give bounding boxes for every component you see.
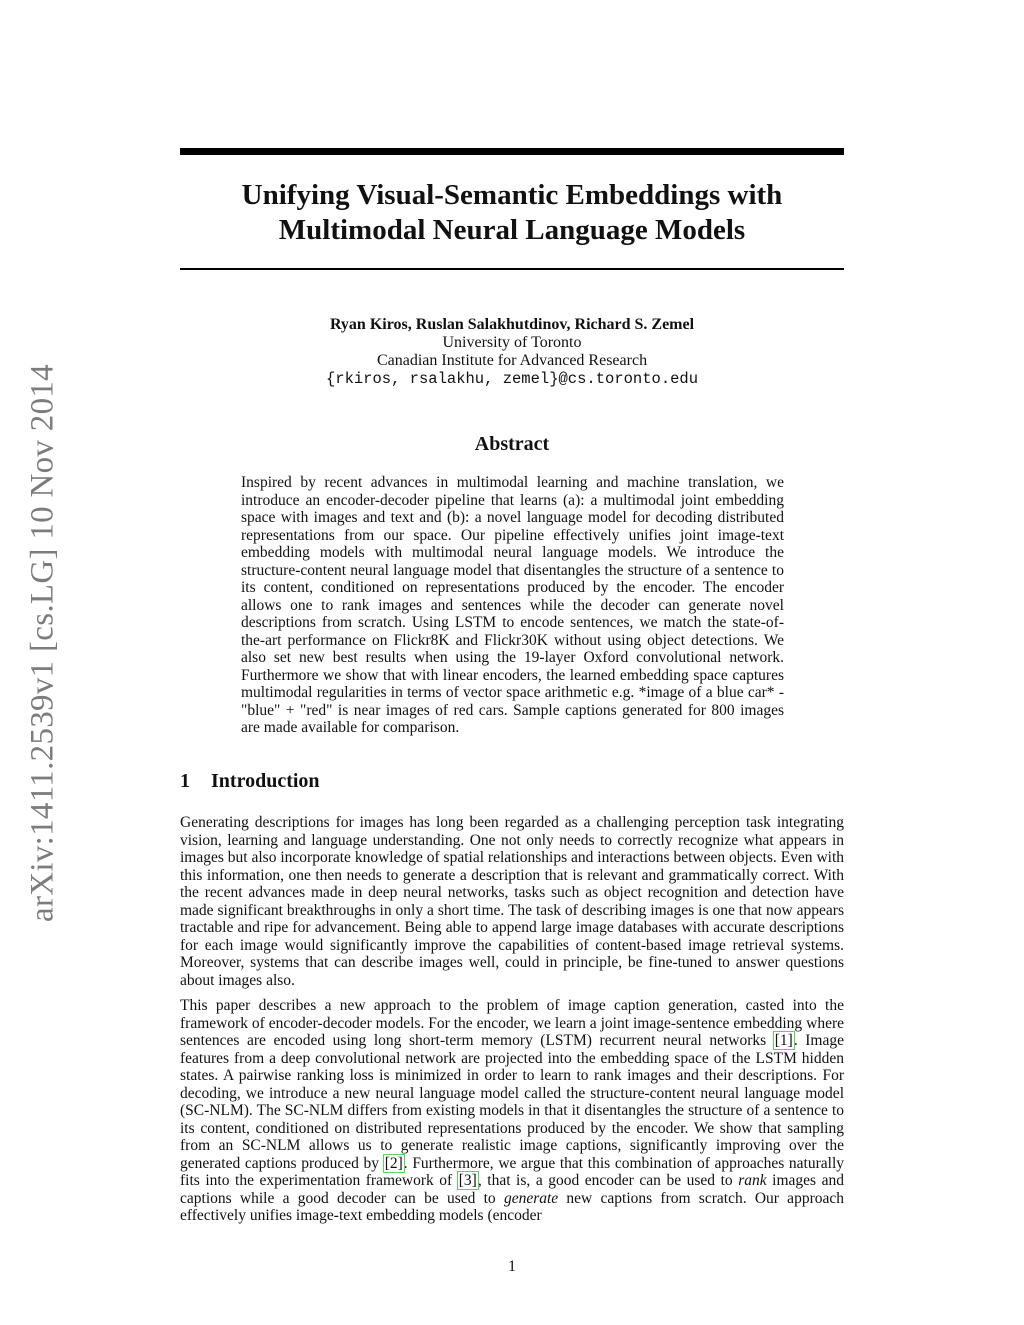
citation-link-1[interactable]: [1] — [774, 1032, 793, 1049]
title-bottom-rule — [180, 268, 844, 270]
section-number: 1 — [180, 770, 190, 792]
title-line-2: Multimodal Neural Language Models — [278, 214, 746, 246]
emphasis-generate: generate — [503, 1189, 559, 1207]
author-names: Ryan Kiros, Ruslan Salakhutdinov, Richard S. Zemel — [329, 316, 695, 333]
intro-paragraph-2 — [180, 997, 844, 1225]
para2-text-b: . Image features from a deep convolutional network are projected into the embedding space of the LSTM hidden states. A pairwise ranking loss is minimized in order to learn to rank images and their descriptions. For decoding, we introduce a new neural language model called the structure-content neural language model (SC-NLM). The SC-NLM differs from existing models in that it disentangles the structure of a sentence to its content, conditioned on distributed representations produced by the encoder. We show that sampling from an SC-NLM allows us to generate realistic image captions, significantly improving over the generated captions produced by — [180, 1032, 844, 1172]
title-line-1: Unifying Visual-Semantic Embeddings with — [241, 179, 783, 211]
title-top-rule — [180, 148, 844, 155]
arxiv-identifier: arXiv:1411.2539v1 [cs.LG] 10 Nov 2014 — [24, 364, 61, 922]
affiliation-university: University of Toronto — [442, 334, 582, 351]
affiliation-institute: Canadian Institute for Advanced Research — [376, 352, 648, 369]
author-emails: {rkiros, rsalakhu, zemel}@cs.toronto.edu — [325, 370, 699, 388]
section-heading-introduction — [180, 770, 844, 793]
paper-title — [180, 178, 844, 248]
para2-text-c: . Furthermore, we argue that this combination of approaches naturally fits into the experimentation framework of — [180, 1154, 844, 1189]
author-block — [180, 316, 844, 388]
page-number: 1 — [508, 1258, 516, 1275]
section-title: Introduction — [211, 770, 320, 792]
abstract-heading: Abstract — [474, 433, 550, 455]
introduction-body — [180, 814, 844, 1233]
emphasis-rank: rank — [738, 1172, 767, 1189]
para2-text-d: , that is, a good encoder can be used to — [477, 1172, 739, 1189]
citation-link-3[interactable]: [3] — [458, 1172, 477, 1189]
para2-text-f: new captions from scratch. Our approach effectively unifies image-text embedding models (encoder — [180, 1189, 844, 1224]
para2-text-a: This paper describes a new approach to the problem of image caption generation, casted into the framework of encoder-decoder models. For the encoder, we learn a joint image-sentence embedding where sentences are encoded using long short-term memory (LSTM) recurrent neural networks — [180, 997, 844, 1049]
abstract-text: Inspired by recent advances in multimodal learning and machine translation, we introduce an encoder-decoder pipeline that learns (a): a multimodal joint embedding space with images and text and (b): a novel language model for decoding distributed representations from our space. Our pipeline effectively unifies joint image-text embedding models with multimodal neural language models. We introduce the structure-content neural language model that disentangles the structure of a sentence to its content, conditioned on representations produced by the encoder. The encoder allows one to rank images and sentences while the decoder can generate novel descriptions from scratch. Using LSTM to encode sentences, we match the state-of-the-art performance on Flickr8K and Flickr30K without using object detections. We also set new best results when using the 19-layer Oxford convolutional network. Furthermore we show that with linear encoders, the learned embedding space captures multimodal regularities in terms of vector space arithmetic e.g. *image of a blue car* - "blue" + "red" is near images of red cars. Sample captions generated for 800 images are made available for comparison. — [241, 474, 784, 736]
intro-paragraph-1: Generating descriptions for images has long been regarded as a challenging perception task integrating vision, learning and language understanding. One not only needs to correctly recognize what appears in images but also incorporate knowledge of spatial relationships and interactions between objects. Even with this information, one then needs to generate a description that is relevant and grammatically correct. With the recent advances made in deep neural networks, tasks such as object recognition and detection have made significant breakthroughs in only a short time. The task of describing images is one that now appears tractable and ripe for advancement. Being able to append large image databases with accurate descriptions for each image would significantly improve the capabilities of content-based image retrieval systems. Moreover, systems that can describe images well, could in principle, be fine-tuned to answer questions about images also. — [180, 814, 844, 989]
para2-text-e: images and captions while a good decoder can be used to — [180, 1172, 844, 1207]
citation-link-2[interactable]: [2] — [384, 1154, 403, 1172]
